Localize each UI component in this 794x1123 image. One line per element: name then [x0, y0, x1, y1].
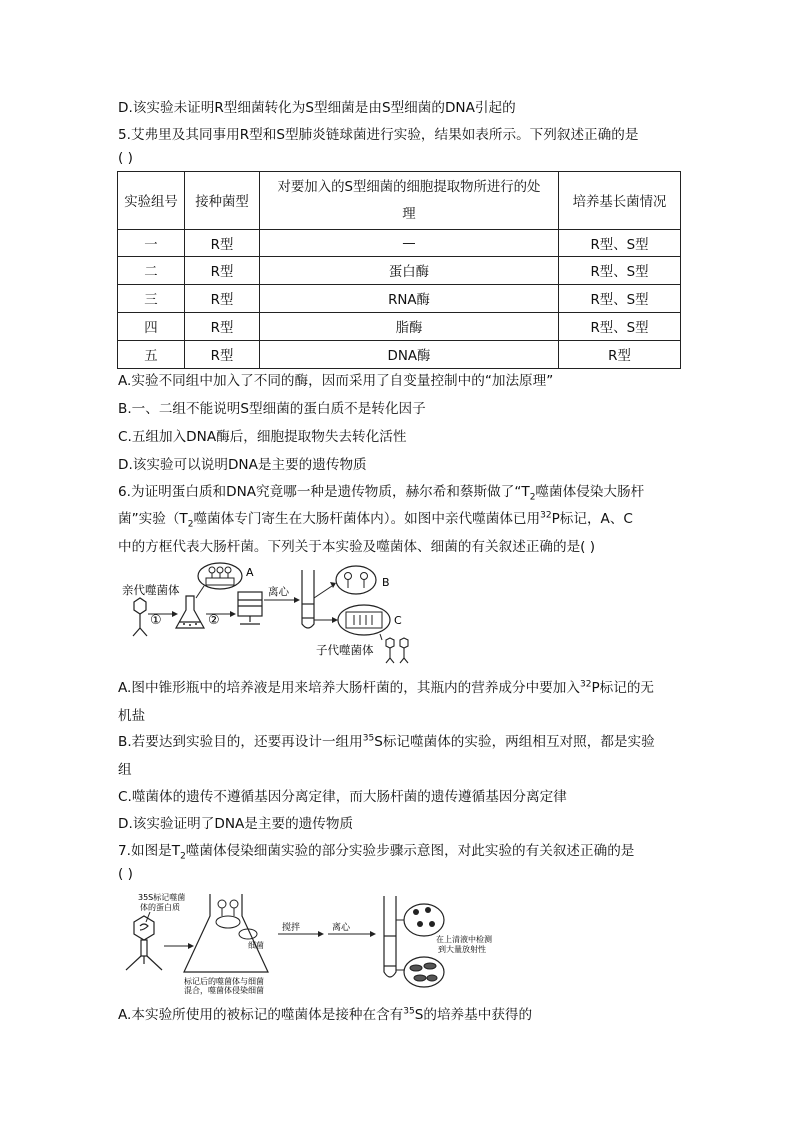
- header-strain: 接种菌型: [185, 172, 260, 230]
- table-row: [118, 257, 681, 285]
- cell-treatment: 脂酶: [260, 313, 559, 341]
- q6-stem-line1: [118, 480, 644, 503]
- q6-stem-line2-sub: 2: [187, 519, 194, 530]
- bacterium-box-icon: [206, 578, 234, 585]
- cell-result: R型、S型: [559, 313, 681, 341]
- cell-treatment: —: [260, 230, 559, 257]
- cell-group: 四: [118, 313, 185, 341]
- table-row: [118, 285, 681, 313]
- q6-stem-line2-c: P标记，A、C: [551, 511, 633, 527]
- phages-infecting-icon: [216, 900, 257, 939]
- phage-ghosts-icon: [345, 573, 368, 589]
- header-treatment: [260, 172, 559, 230]
- table-row: [118, 341, 681, 369]
- table-row: [118, 313, 681, 341]
- cell-result: R型、S型: [559, 257, 681, 285]
- cell-treatment: 蛋白酶: [260, 257, 559, 285]
- zoom-pointer: [196, 586, 204, 598]
- arrow-to-b: [314, 586, 332, 598]
- fig7-protein-label-1: 35S标记噬菌: [138, 893, 186, 902]
- fig7-mix-label-1: 标记后的噬菌体与细菌: [184, 977, 264, 986]
- fig6-offspring-label: 子代噬菌体: [316, 643, 374, 657]
- dna-strands-icon: [354, 615, 372, 625]
- cell-strain: R型: [185, 341, 260, 369]
- q6-option-b-text: B.若要达到实验目的，还要再设计一组用: [118, 734, 363, 750]
- q4-option-d: D.该实验未证明R型细菌转化为S型细菌是由S型细菌的DNA引起的: [118, 100, 516, 116]
- q6-option-a-end: P标记的无: [591, 680, 655, 696]
- cell-strain: R型: [185, 257, 260, 285]
- q7-stem-sub: 2: [180, 851, 186, 862]
- header-treatment-line2: 理: [402, 206, 416, 222]
- q7-answer-paren: ( ): [118, 866, 133, 882]
- q6-figure: [120, 562, 420, 666]
- q7-stem: [118, 839, 634, 862]
- q6-option-c: C.噬菌体的遗传不遵循基因分离定律，而大肠杆菌的遗传遵循基因分离定律: [118, 789, 567, 805]
- q6-option-b-line1: [118, 730, 655, 750]
- arrowhead-stir: [318, 931, 324, 937]
- q6-option-a-line1: [118, 676, 654, 696]
- flask-icon: [176, 596, 204, 628]
- q6-stem-line1-sub: 2: [529, 492, 536, 503]
- q6-stem-line1-b: 噬菌体侵染大肠杆: [535, 484, 645, 500]
- cell-treatment: RNA酶: [260, 285, 559, 313]
- arrowhead-c: [332, 617, 338, 623]
- arrowhead-1: [172, 611, 178, 617]
- q6-stem-line3: 中的方框代表大肠杆菌。下列关于本实验及噬菌体、细菌的有关叙述正确的是( ): [118, 539, 596, 555]
- fig7-mix-label-2: 混合，噬菌体侵染细菌: [184, 986, 264, 995]
- fig6-label-a: A: [246, 566, 254, 579]
- fig7-detect-label-1: 在上清液中检测: [436, 935, 492, 944]
- q6-option-b-end: S标记噬菌体的实验，两组相互对照，都是实验: [374, 734, 655, 750]
- parent-phage-icon: [133, 598, 147, 636]
- bacteria-pellet-icon: [410, 963, 437, 981]
- test-tube-icon: [302, 570, 314, 628]
- q6-stem-line2: [118, 507, 633, 530]
- bacterium-c-icon: [346, 612, 382, 628]
- fig7-protein-label-2: 体的蛋白质: [140, 903, 180, 912]
- q7-stem-a: 7.如图是T: [118, 843, 181, 859]
- cell-strain: R型: [185, 313, 260, 341]
- table-row: [118, 230, 681, 257]
- arrowhead-3: [294, 597, 300, 603]
- fig7-centrifuge-label: 离心: [332, 923, 351, 933]
- arrow-to-offspring: [380, 634, 382, 640]
- cell-result: R型、S型: [559, 285, 681, 313]
- flask-bacteria-dots: [183, 623, 197, 626]
- phage-on-bacterium-icon: [209, 567, 231, 578]
- centrifuge-tube-icon: [384, 896, 396, 977]
- table-header-row: [118, 172, 681, 230]
- q7-stem-b: 噬菌体侵染细菌实验的部分实验步骤示意图，对此实验的有关叙述正确的是: [185, 843, 635, 859]
- q6-option-a-text: A.图中锥形瓶中的培养液是用来培养大肠杆菌的，其瓶内的营养成分中要加入: [118, 680, 580, 696]
- labeled-phage-icon: [126, 916, 162, 970]
- q7-option-a-sup: 35: [403, 1006, 415, 1017]
- q6-option-a-sup: 32: [579, 679, 592, 690]
- cell-group: 一: [118, 230, 185, 257]
- q7-diagram: [118, 890, 492, 995]
- q5-stem: 5.艾弗里及其同事用R型和S型肺炎链球菌进行实验，结果如表所示。下列叙述正确的是: [118, 127, 639, 143]
- cell-group: 三: [118, 285, 185, 313]
- q7-figure: [118, 890, 492, 995]
- cell-result: R型、S型: [559, 230, 681, 257]
- q7-option-a-text: A.本实验所使用的被标记的噬菌体是接种在含有: [118, 1007, 404, 1023]
- fig6-parent-label: 亲代噬菌体: [122, 583, 180, 597]
- q7-option-a-end: S的培养基中获得的: [414, 1007, 533, 1023]
- cell-result: R型: [559, 341, 681, 369]
- q6-stem-line1-a: 6.为证明蛋白质和DNA究竟哪一种是遗传物质，赫尔希和蔡斯做了“T: [118, 484, 530, 500]
- fig6-label-c: C: [394, 614, 402, 627]
- q5-answer-paren: ( ): [118, 150, 133, 166]
- cell-group: 二: [118, 257, 185, 285]
- cell-strain: R型: [185, 285, 260, 313]
- arrowhead-2: [230, 611, 236, 617]
- q7-option-a: [118, 1003, 532, 1023]
- fig7-bacteria-label: 细菌: [248, 941, 264, 950]
- q6-option-b-line2: 组: [118, 762, 132, 778]
- cell-treatment: DNA酶: [260, 341, 559, 369]
- header-treatment-line1: 对要加入的S型细菌的细胞提取物所进行的处: [277, 179, 541, 195]
- q6-stem-line2-sup: 32: [540, 510, 552, 521]
- fig6-centrifuge-label: 离心: [268, 586, 289, 598]
- offspring-phage-icon: [386, 638, 408, 663]
- q5-option-b: B.一、二组不能说明S型细菌的蛋白质不是转化因子: [118, 401, 426, 417]
- fig6-step2: ②: [208, 613, 220, 628]
- q6-option-a-line2: 机盐: [118, 708, 146, 724]
- experiment-table: [117, 171, 681, 369]
- q6-option-d: D.该实验证明了DNA是主要的遗传物质: [118, 816, 354, 832]
- phage-coats-icon: [413, 907, 435, 927]
- header-result: 培养基长菌情况: [559, 172, 681, 230]
- cell-strain: R型: [185, 230, 260, 257]
- arrowhead-centrifuge: [370, 931, 376, 937]
- arrowhead-flask: [188, 943, 194, 949]
- q5-option-a: A.实验不同组中加入了不同的酶，因而采用了自变量控制中的“加法原理”: [118, 373, 554, 389]
- q6-option-b-sup: 35: [362, 733, 375, 744]
- fig7-stir-label: 搅拌: [282, 923, 301, 933]
- cell-group: 五: [118, 341, 185, 369]
- q6-stem-line2-b: 噬菌体专门寄生在大肠杆菌体内）。如图中亲代噬菌体已用: [193, 511, 541, 527]
- q6-stem-line2-a: 菌”实验（T: [118, 511, 188, 527]
- supernatant-bubble-icon: [404, 904, 444, 936]
- header-group: 实验组号: [118, 172, 185, 230]
- q6-diagram: [120, 562, 420, 666]
- fig7-detect-label-2: 到大量放射性: [438, 945, 486, 954]
- fig6-step1: ①: [150, 613, 162, 628]
- q5-option-c: C.五组加入DNA酶后，细胞提取物失去转化活性: [118, 429, 407, 445]
- q5-option-d: D.该实验可以说明DNA是主要的遗传物质: [118, 457, 367, 473]
- fig6-label-b: B: [382, 576, 390, 589]
- sediment-bubble-icon: [404, 957, 444, 987]
- circle-b-icon: [336, 566, 376, 594]
- beaker-icon: [238, 592, 262, 624]
